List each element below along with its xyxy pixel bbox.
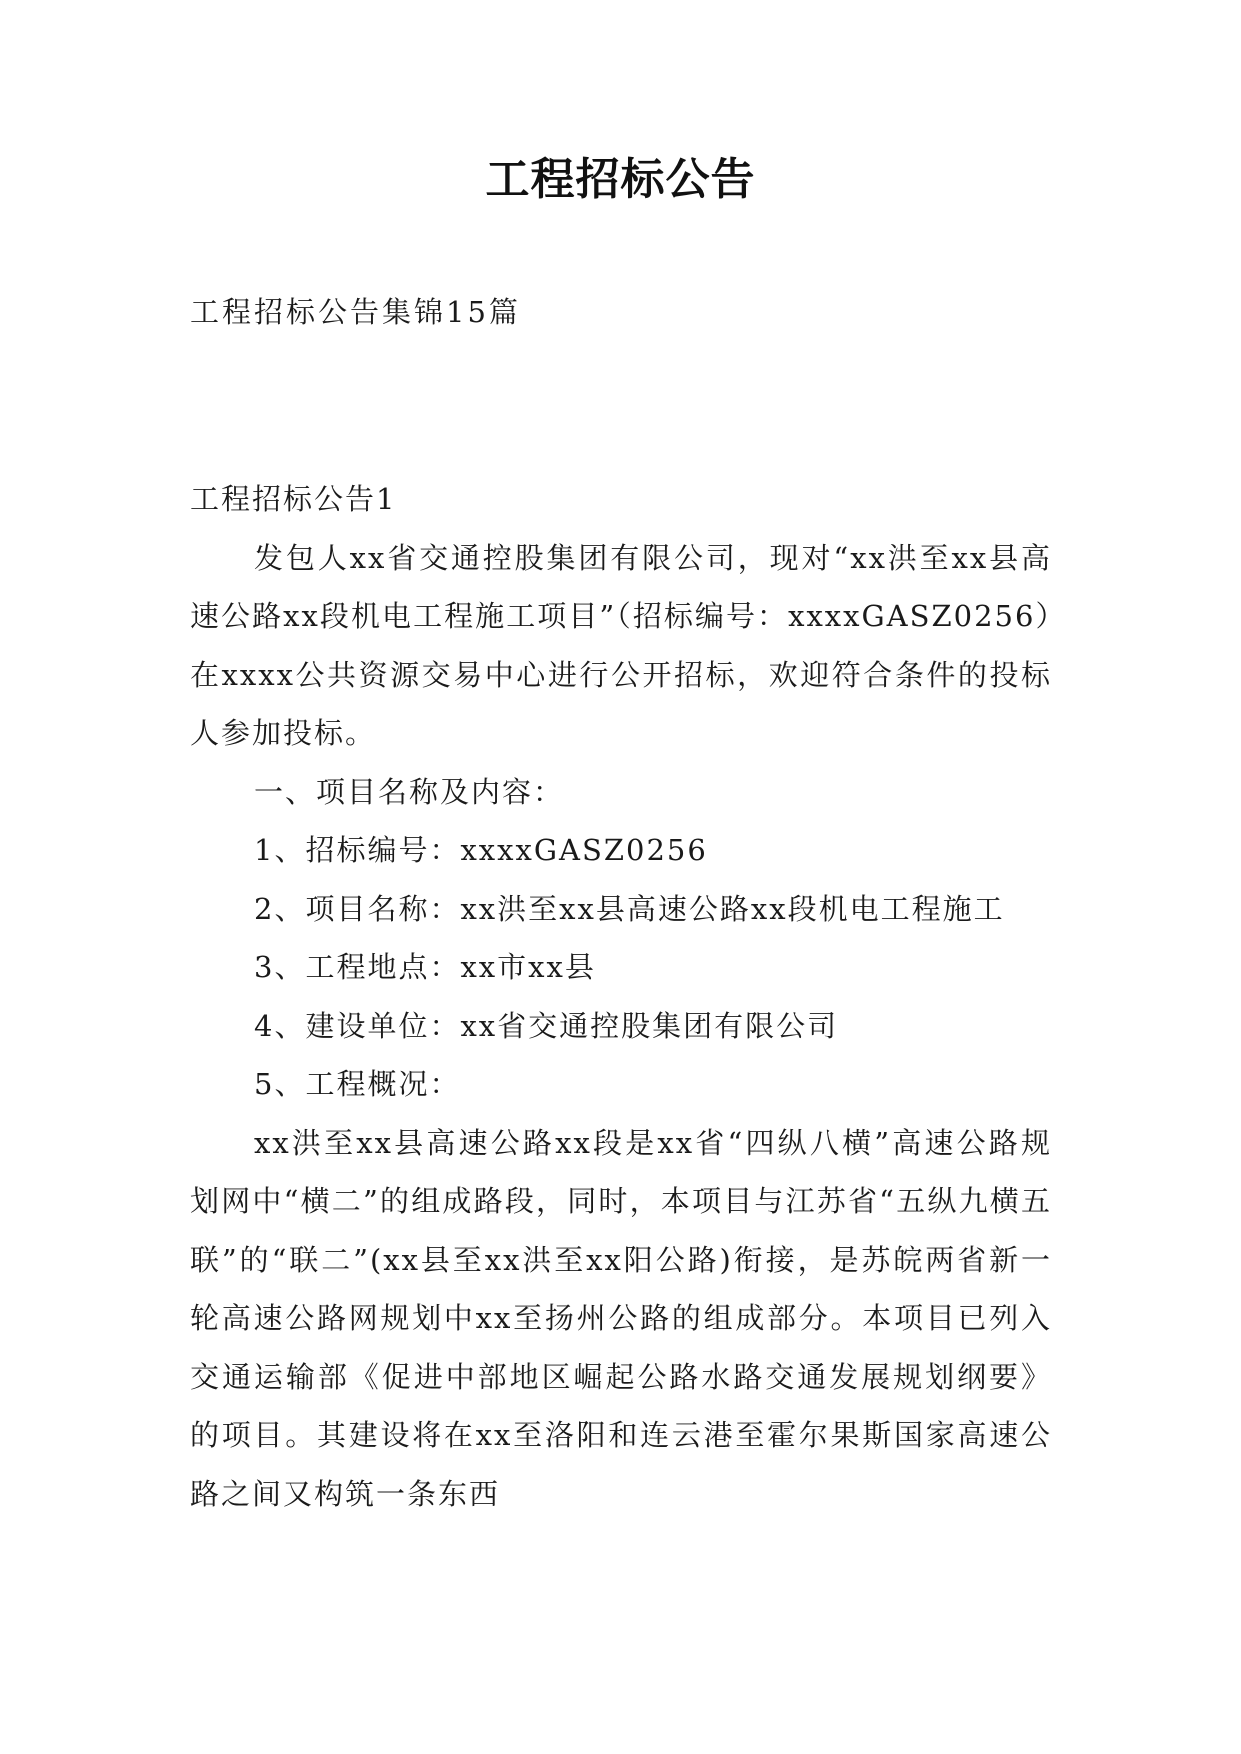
item-overview-label: 5、工程概况： (254, 1067, 461, 1101)
document-subtitle: 工程招标公告集锦15篇 (190, 295, 521, 329)
section-heading: 工程招标公告1 (190, 482, 397, 516)
item-header: 一、项目名称及内容： (254, 774, 565, 809)
item-builder: 4、建设单位：xx省交通控股集团有限公司 (254, 1008, 839, 1043)
item-bid-number: 1、招标编号：xxxxGASZ0256 (254, 833, 708, 867)
item-location: 3、工程地点：xx市xx县 (254, 950, 596, 984)
overview-paragraph: xx洪至xx县高速公路xx段是xx省“四纵八横”高速公路规划网中“横二”的组成路段，同时，本项目与江苏省“五纵九横五联”的“联二”(xx县至xx洪至xx阳公路)衔接，是苏皖两省新一轮高速公路网规划中xx至扬州公路的组成部分。本项目已列入交通运输部《促进中部地区崛起公路水路交通发展规划纲要》的项目。其建设将在xx至洛阳和连云港至霍尔果斯国家高速公路之间又构筑一条东西 (190, 1125, 1052, 1511)
item-project-name: 2、项目名称：xx洪至xx县高速公路xx段机电工程施工 (254, 891, 1005, 926)
document-title: 工程招标公告 (485, 154, 756, 205)
intro-paragraph: 发包人xx省交通控股集团有限公司，现对“xx洪至xx县高速公路xx段机电工程施工项目”（招标编号：xxxxGASZ0256）在xxxx公共资源交易中心进行公开招标，欢迎符合条件的投标人参加投标。 (190, 540, 1052, 750)
document-body (190, 470, 1052, 1523)
